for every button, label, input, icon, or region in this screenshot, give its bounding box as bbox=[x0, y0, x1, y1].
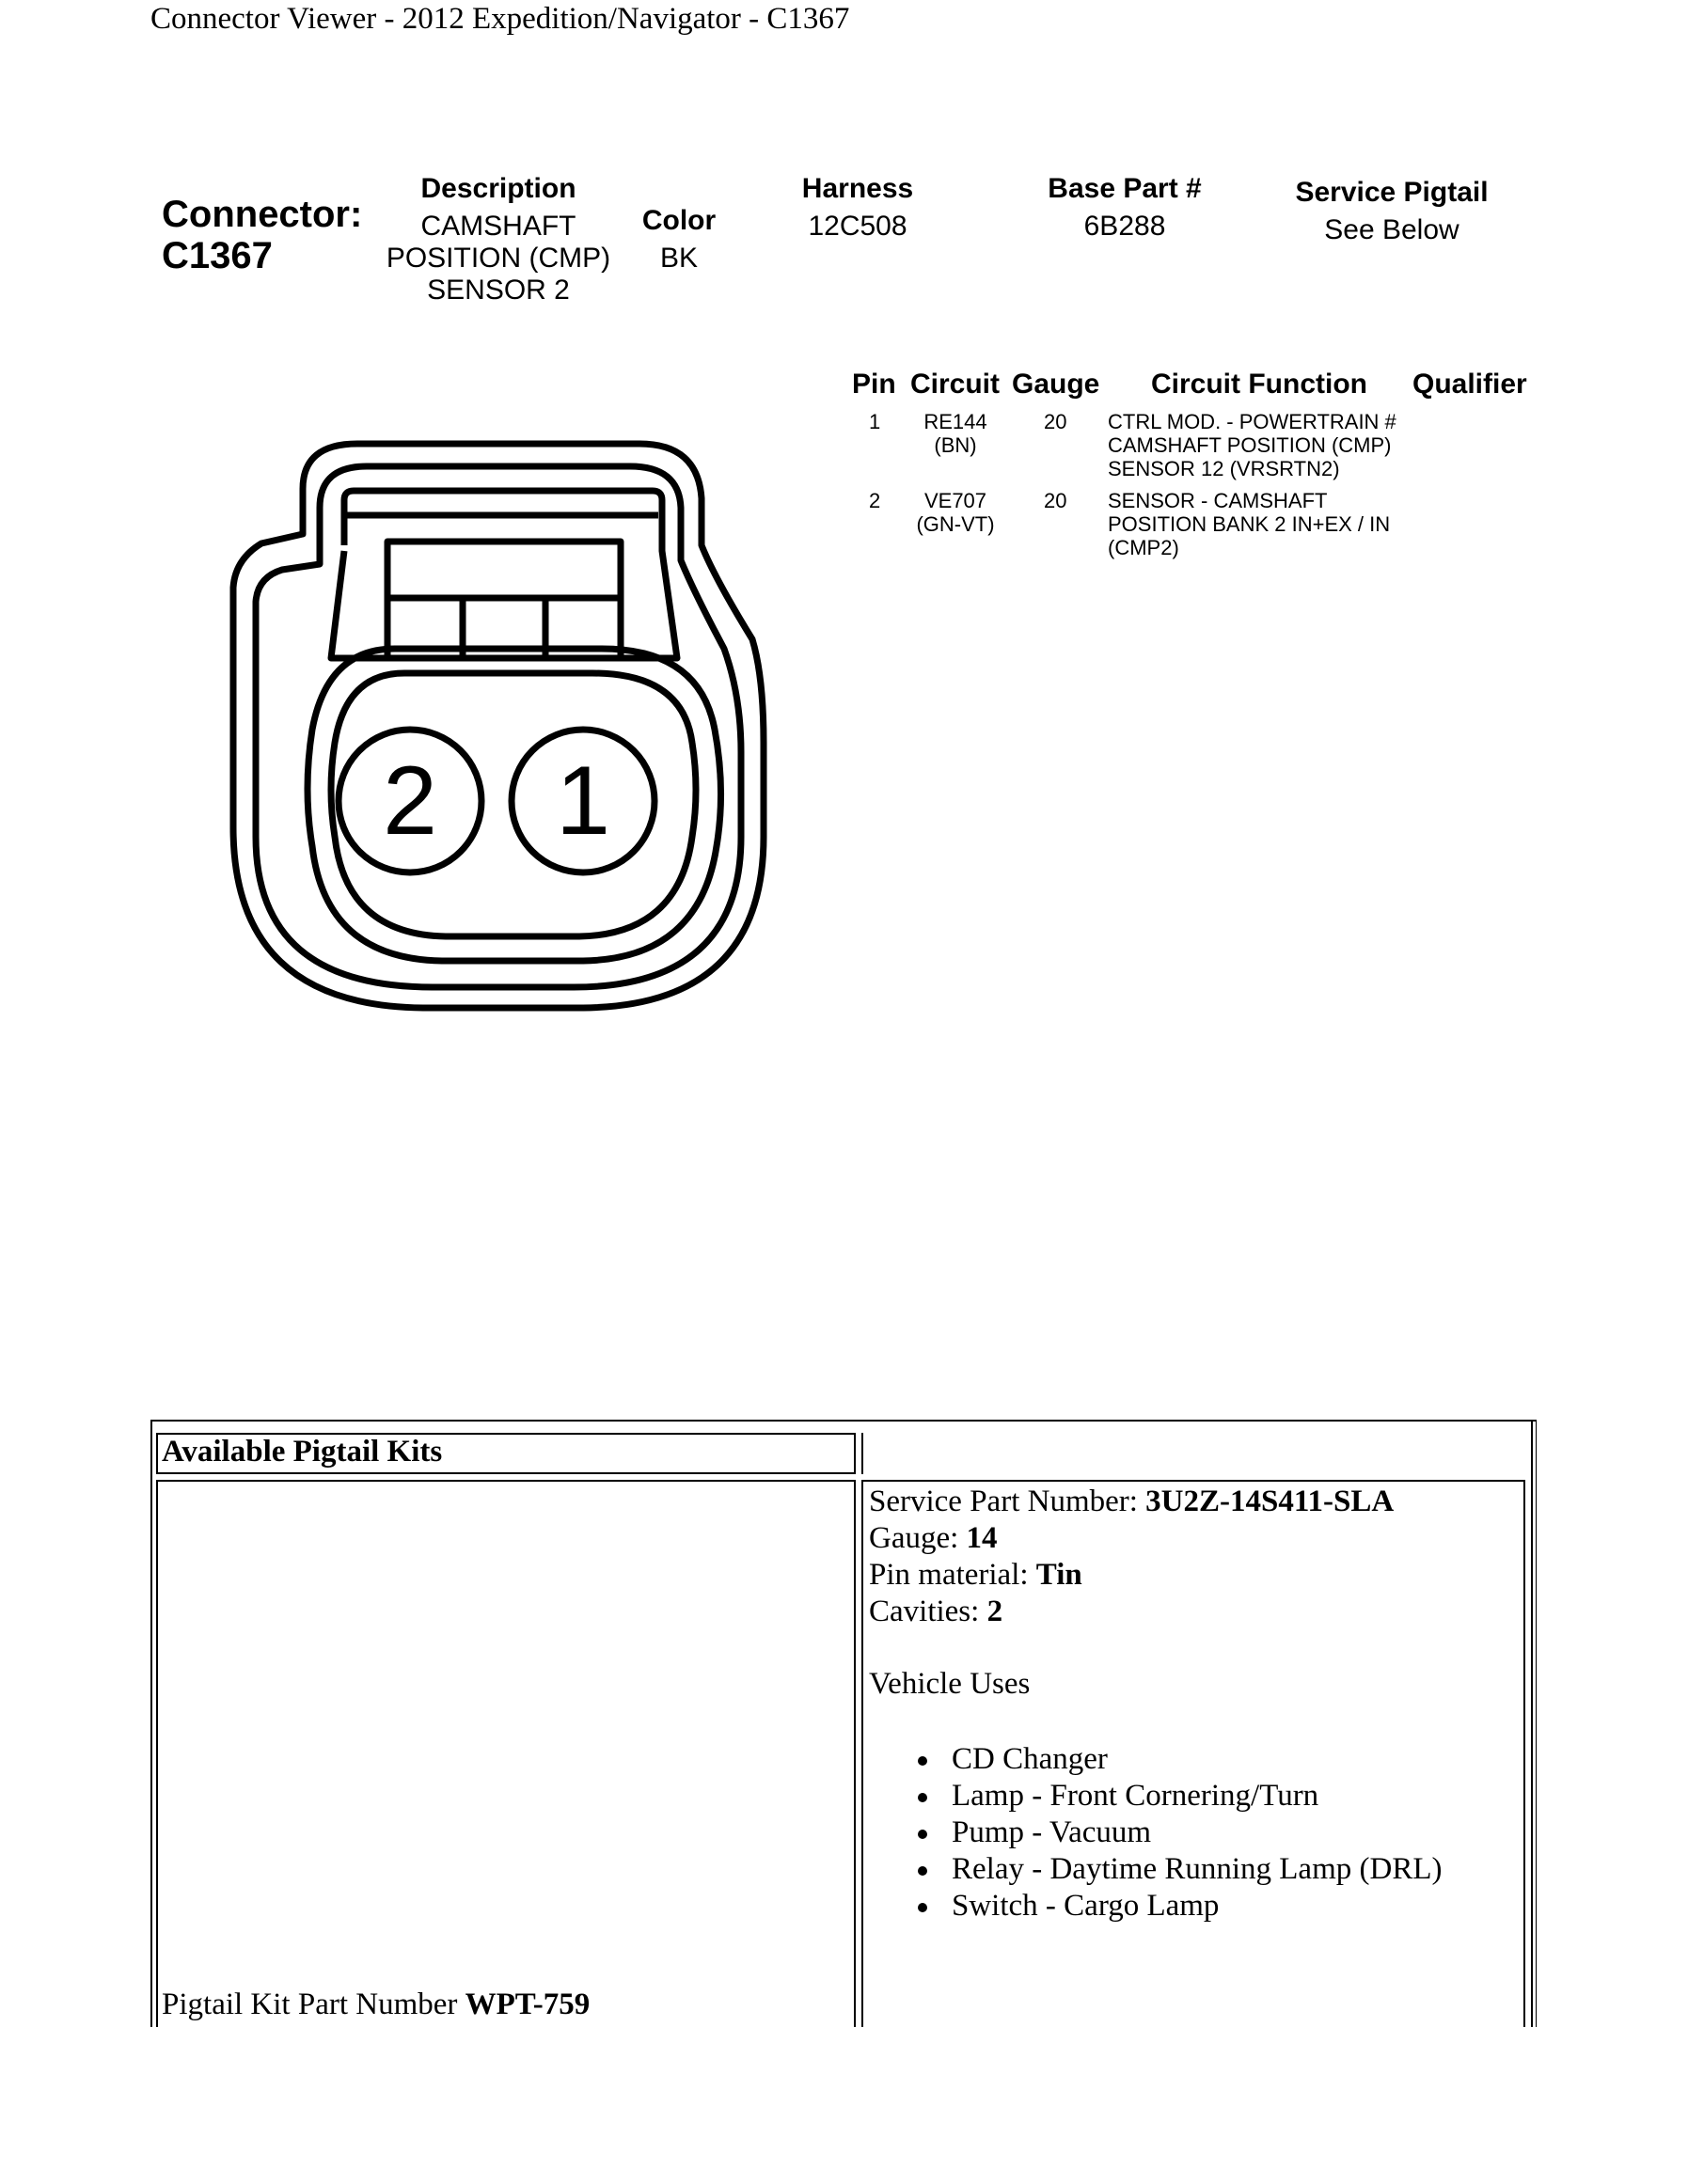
pin-cell: 2 bbox=[869, 489, 881, 512]
description-line: POSITION (CMP) bbox=[386, 243, 611, 274]
list-item: Switch - Cargo Lamp bbox=[918, 1888, 1442, 1925]
connector-id: C1367 bbox=[162, 235, 273, 276]
pigtail-kits-table bbox=[150, 1420, 1537, 2027]
circuit-header: Circuit bbox=[910, 369, 1001, 400]
circuit-function-header: Circuit Function bbox=[1151, 369, 1367, 400]
gauge-value: 14 bbox=[966, 1521, 998, 1555]
gauge-cell: 20 bbox=[1044, 410, 1067, 433]
function-line: CAMSHAFT POSITION (CMP) bbox=[1108, 433, 1392, 457]
pigtail-kits-heading: Available Pigtail Kits bbox=[162, 1435, 443, 1469]
service-pigtail-label: Service Pigtail bbox=[1295, 177, 1489, 208]
list-item: CD Changer bbox=[918, 1741, 1442, 1778]
cavities-row: Cavities: 2 bbox=[869, 1595, 1003, 1628]
gauge-cell: 20 bbox=[1044, 489, 1067, 512]
base-part-label: Base Part # bbox=[1048, 173, 1202, 204]
service-pigtail-block bbox=[1295, 177, 1488, 246]
pin-label: 1 bbox=[556, 746, 610, 856]
pigtail-kit-part-number: Pigtail Kit Part Number WPT-759 bbox=[162, 1988, 591, 2021]
circuit-id: VE707 bbox=[923, 489, 987, 512]
circuit-color: (BN) bbox=[934, 433, 977, 457]
pin-material-value: Tin bbox=[1035, 1558, 1082, 1592]
pin-cell: 1 bbox=[869, 410, 881, 433]
pin-material-row: Pin material: Tin bbox=[869, 1558, 1082, 1592]
base-part-block bbox=[1048, 173, 1201, 243]
gauge-header: Gauge bbox=[1012, 369, 1100, 400]
function-cell bbox=[1108, 489, 1390, 559]
page-title: Connector Viewer - 2012 Expedition/Navigator - C1367 bbox=[150, 2, 850, 36]
pigtail-kit-details bbox=[869, 1484, 1442, 1925]
service-pigtail-value: See Below bbox=[1324, 214, 1459, 245]
circuit-id: RE144 bbox=[923, 410, 987, 433]
function-line: SENSOR 12 (VRSRTN2) bbox=[1108, 457, 1340, 480]
color-block bbox=[642, 205, 716, 275]
description-line: SENSOR 2 bbox=[427, 275, 570, 306]
function-line: (CMP2) bbox=[1108, 536, 1179, 559]
qualifier-header: Qualifier bbox=[1412, 369, 1527, 400]
description-line: CAMSHAFT bbox=[420, 211, 576, 242]
color-value: BK bbox=[659, 243, 699, 274]
list-item: Relay - Daytime Running Lamp (DRL) bbox=[918, 1851, 1442, 1888]
connector-label: Connector: bbox=[162, 194, 363, 235]
vehicle-uses-label: Vehicle Uses bbox=[869, 1667, 1031, 1701]
description-label: Description bbox=[420, 173, 576, 204]
description-block bbox=[387, 173, 610, 306]
list-item: Pump - Vacuum bbox=[918, 1815, 1442, 1851]
circuit-cell bbox=[916, 489, 994, 536]
connector-face-diagram bbox=[216, 423, 799, 1034]
service-part-value: 3U2Z-14S411-SLA bbox=[1145, 1485, 1395, 1518]
circuit-cell bbox=[923, 410, 986, 457]
function-line: CTRL MOD. - POWERTRAIN # bbox=[1108, 410, 1396, 433]
function-cell bbox=[1108, 410, 1396, 480]
function-line: POSITION BANK 2 IN+EX / IN bbox=[1108, 512, 1391, 536]
kit-part-value: WPT-759 bbox=[465, 1988, 591, 2021]
harness-label: Harness bbox=[801, 173, 914, 204]
gauge-row: Gauge: 14 bbox=[869, 1521, 998, 1555]
color-label: Color bbox=[641, 205, 717, 236]
harness-block bbox=[802, 173, 913, 243]
circuit-color: (GN-VT) bbox=[916, 512, 995, 536]
pin-label: 2 bbox=[383, 746, 437, 856]
list-item: Lamp - Front Cornering/Turn bbox=[918, 1778, 1442, 1815]
base-part-value: 6B288 bbox=[1083, 211, 1166, 242]
cavities-value: 2 bbox=[986, 1595, 1003, 1628]
service-part-number: Service Part Number: 3U2Z-14S411-SLA bbox=[869, 1485, 1395, 1518]
pin-header: Pin bbox=[852, 369, 896, 400]
vehicle-uses-list bbox=[918, 1741, 1442, 1925]
harness-value: 12C508 bbox=[808, 211, 907, 242]
function-line: SENSOR - CAMSHAFT bbox=[1108, 489, 1328, 512]
